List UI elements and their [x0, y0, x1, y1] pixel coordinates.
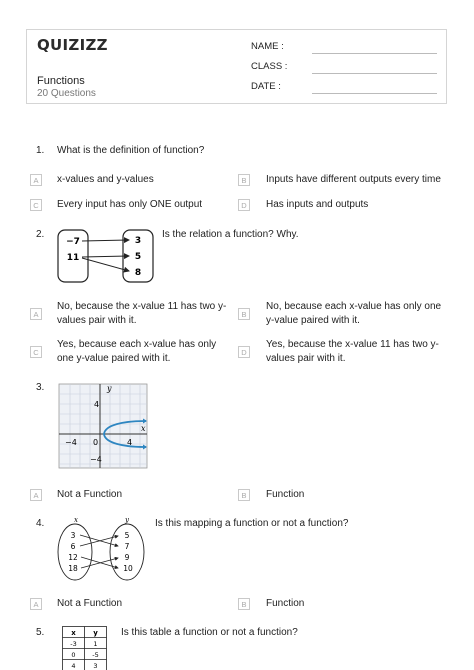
q3-option-a[interactable]: Not a Function	[57, 489, 123, 500]
q1-option-d-letter[interactable]: D	[238, 199, 250, 211]
q4-input-value: 6	[70, 542, 76, 551]
q5-table-cell: 1	[93, 640, 98, 648]
q2-option-c[interactable]: Yes, because each x-value has only one y-value paired with it.	[57, 339, 217, 364]
q1-option-c[interactable]: Every input has only ONE output	[57, 199, 203, 210]
y-axis-label: y	[107, 384, 112, 393]
q2-input-value: −7	[66, 237, 80, 247]
q1-option-d[interactable]: Has inputs and outputs	[266, 199, 369, 210]
question-1-text: What is the definition of function?	[57, 145, 205, 156]
y-tick-label: −4	[90, 455, 102, 464]
quizizz-logo: QUIZIZZ	[37, 36, 108, 54]
q4-x-label: x	[74, 516, 78, 524]
q2-arrow	[82, 258, 129, 271]
date-label: DATE :	[251, 81, 281, 92]
q2-option-d[interactable]: Yes, because the x-value 11 has two y-values pair with it.	[266, 339, 439, 364]
q5-table-cell: 3	[93, 662, 98, 670]
q2-option-a-letter[interactable]: A	[30, 308, 42, 320]
q4-output-value: 10	[123, 564, 133, 573]
class-label: CLASS :	[251, 61, 288, 72]
q4-option-a[interactable]: Not a Function	[57, 598, 123, 609]
q5-table-cell: 4	[71, 662, 76, 670]
q4-input-value: 3	[70, 531, 76, 540]
q2-option-a[interactable]: No, because the x-value 11 has two y-values pair with it.	[57, 301, 227, 326]
q2-option-d-letter[interactable]: D	[238, 346, 250, 358]
q4-option-b[interactable]: Function	[266, 598, 305, 609]
q4-output-value: 7	[124, 542, 130, 551]
q4-mapping-diagram	[56, 514, 148, 582]
q2-option-c-letter[interactable]: C	[30, 346, 42, 358]
y-tick-label: 4	[94, 400, 100, 409]
question-1-number: 1.	[36, 145, 45, 156]
q4-input-value: 12	[68, 553, 78, 562]
origin-label: 0	[93, 438, 99, 447]
q4-option-a-letter[interactable]: A	[30, 598, 42, 610]
name-line[interactable]	[312, 53, 437, 54]
q2-arrow	[82, 256, 129, 257]
q4-y-label: y	[125, 516, 129, 524]
q2-output-value: 8	[134, 268, 142, 278]
question-3-number: 3.	[36, 382, 45, 393]
q1-option-a[interactable]: x-values and y-values	[57, 174, 154, 185]
q2-arrow	[82, 240, 129, 241]
q2-output-value: 5	[134, 252, 142, 262]
x-axis-label: x	[141, 424, 146, 433]
q5-table-cell: -5	[92, 651, 99, 659]
q2-mapping-diagram	[56, 228, 156, 284]
q2-output-value: 3	[134, 236, 142, 246]
q5-table-header: y	[93, 629, 98, 637]
name-label: NAME :	[251, 41, 284, 52]
question-5-number: 5.	[36, 627, 45, 638]
q2-option-b[interactable]: No, because each x-value has only one y-value paired with it.	[266, 301, 442, 326]
q1-option-b-letter[interactable]: B	[238, 174, 250, 186]
q1-option-b[interactable]: Inputs have different outputs every time	[266, 174, 441, 185]
worksheet-header	[26, 29, 447, 104]
q1-option-c-letter[interactable]: C	[30, 199, 42, 211]
q3-option-b-letter[interactable]: B	[238, 489, 250, 501]
x-tick-label: −4	[65, 438, 77, 447]
class-line[interactable]	[312, 73, 437, 74]
q5-table-cell: -3	[70, 640, 77, 648]
q5-table-cell: 0	[71, 651, 76, 659]
x-tick-label: 4	[127, 438, 133, 447]
q4-output-value: 5	[124, 531, 130, 540]
q4-output-value: 9	[124, 553, 130, 562]
q3-option-b[interactable]: Function	[266, 489, 305, 500]
q3-option-a-letter[interactable]: A	[30, 489, 42, 501]
question-2-text: Is the relation a function? Why.	[162, 229, 299, 240]
question-5-text: Is this table a function or not a function?	[121, 627, 298, 638]
date-line[interactable]	[312, 93, 437, 94]
question-4-number: 4.	[36, 518, 45, 529]
question-4-text: Is this mapping a function or not a function?	[155, 518, 349, 529]
q5-table	[62, 626, 108, 670]
question-count: 20 Questions	[37, 88, 96, 99]
q2-option-b-letter[interactable]: B	[238, 308, 250, 320]
worksheet-title: Functions	[37, 75, 85, 87]
q2-input-value: 11	[66, 253, 80, 263]
q3-graph	[58, 383, 148, 469]
q4-input-value: 18	[68, 564, 78, 573]
q1-option-a-letter[interactable]: A	[30, 174, 42, 186]
q5-table-header: x	[71, 629, 76, 637]
q4-option-b-letter[interactable]: B	[238, 598, 250, 610]
question-2-number: 2.	[36, 229, 45, 240]
